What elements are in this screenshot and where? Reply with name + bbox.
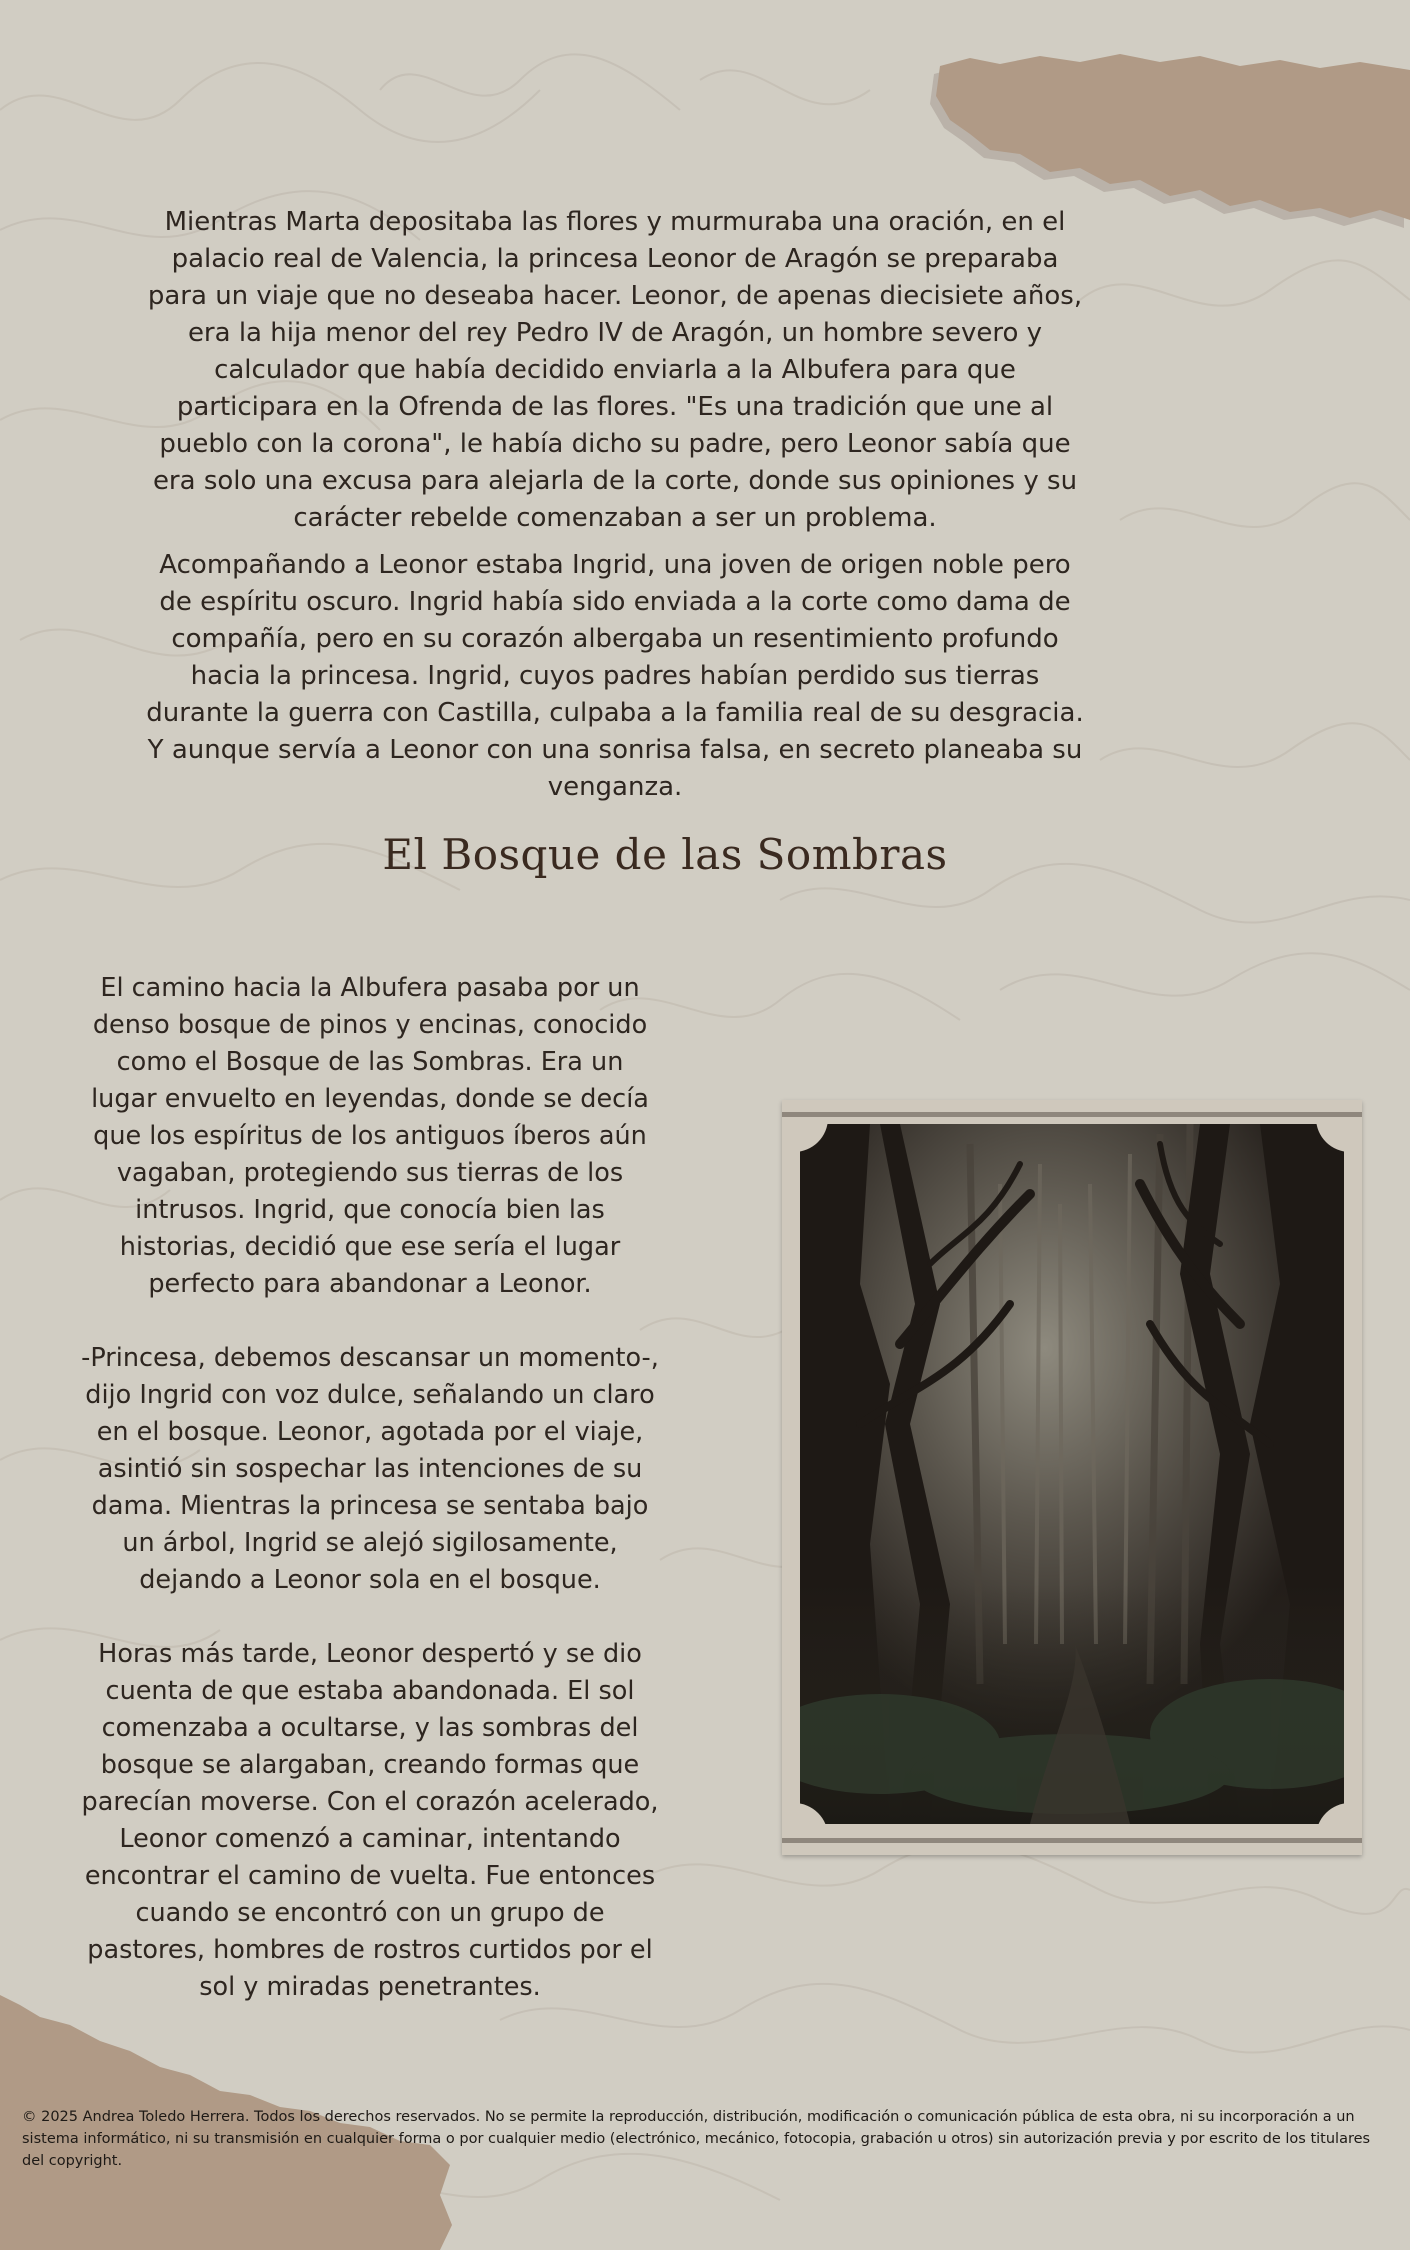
story-body	[80, 970, 660, 2043]
intro-paragraph: Mientras Marta depositaba las flores y murmuraba una oración, en el palacio real de Valencia, la princesa Leonor de Aragón se preparaba para un viaje que no deseaba hacer. Leonor, de apenas diecisiete años, era la hija menor del rey Pedro IV de Aragón, un hombre severo y calculador que había decidido enviarla a la Albufera para que participara en la Ofrenda de las flores. "Es una tradición que une al pueblo con la corona", le había dicho su padre, pero Leonor sabía que era solo una excusa para alejarla de la corte, donde sus opiniones y su carácter rebelde comenzaban a ser un problema.	[147, 207, 1083, 533]
section-title: El Bosque de las Sombras	[382, 830, 948, 879]
torn-paper-top	[930, 50, 1410, 230]
intro-paragraph: Acompañando a Leonor estaba Ingrid, una joven de origen noble pero de espíritu oscuro. Ingrid había sido enviada a la corte como dama de compañía, pero en su corazón albergaba un resentimiento profundo hacia la princesa. Ingrid, cuyos padres habían perdido sus tierras durante la guerra con Castilla, culpaba a la familia real de su desgracia. Y aunque servía a Leonor con una sonrisa falsa, en secreto planeaba su venganza.	[146, 550, 1084, 802]
story-paragraph: Horas más tarde, Leonor despertó y se dio cuenta de que estaba abandonada. El sol comenzaba a ocultarse, y las sombras del bosque se alargaban, creando formas que parecían moverse. Con el corazón acelerado, Leonor comenzó a caminar, intentando encontrar el camino de vuelta. Fue entonces cuando se encontró con un grupo de pastores, hombres de rostros curtidos por el sol y miradas penetrantes.	[81, 1639, 659, 2002]
forest-photo	[800, 1124, 1344, 1824]
copyright-notice: © 2025 Andrea Toledo Herrera. Todos los derechos reservados. No se permite la reproducción, distribución, modificación o comunicación pública de esta obra, ni su incorporación a un sistema informático, ni su transmisión en cualquier forma o por cualquier medio (electrónico, mecánico, fotocopia, grabación u otros) sin autorización previa y por escrito de los titulares del copyright.	[22, 2109, 1371, 2169]
frame-rail-top	[782, 1112, 1362, 1117]
story-paragraph: El camino hacia la Albufera pasaba por un denso bosque de pinos y encinas, conocido como el Bosque de las Sombras. Era un lugar envuelto en leyendas, donde se decía que los espíritus de los antiguos íberos aún vagaban, protegiendo sus tierras de los intrusos. Ingrid, que conocía bien las historias, decidió que ese sería el lugar perfecto para abandonar a Leonor.	[91, 973, 649, 1299]
forest-illustration	[800, 1124, 1344, 1824]
intro-text	[140, 204, 1090, 816]
story-paragraph: -Princesa, debemos descansar un momento-, dijo Ingrid con voz dulce, señalando un claro en el bosque. Leonor, agotada por el viaje, asintió sin sospechar las intenciones de su dama. Mientras la princesa se sentaba bajo un árbol, Ingrid se alejó sigilosamente, dejando a Leonor sola en el bosque.	[81, 1343, 659, 1595]
frame-rail-bottom	[782, 1838, 1362, 1843]
forest-photo-frame	[782, 1100, 1362, 1855]
